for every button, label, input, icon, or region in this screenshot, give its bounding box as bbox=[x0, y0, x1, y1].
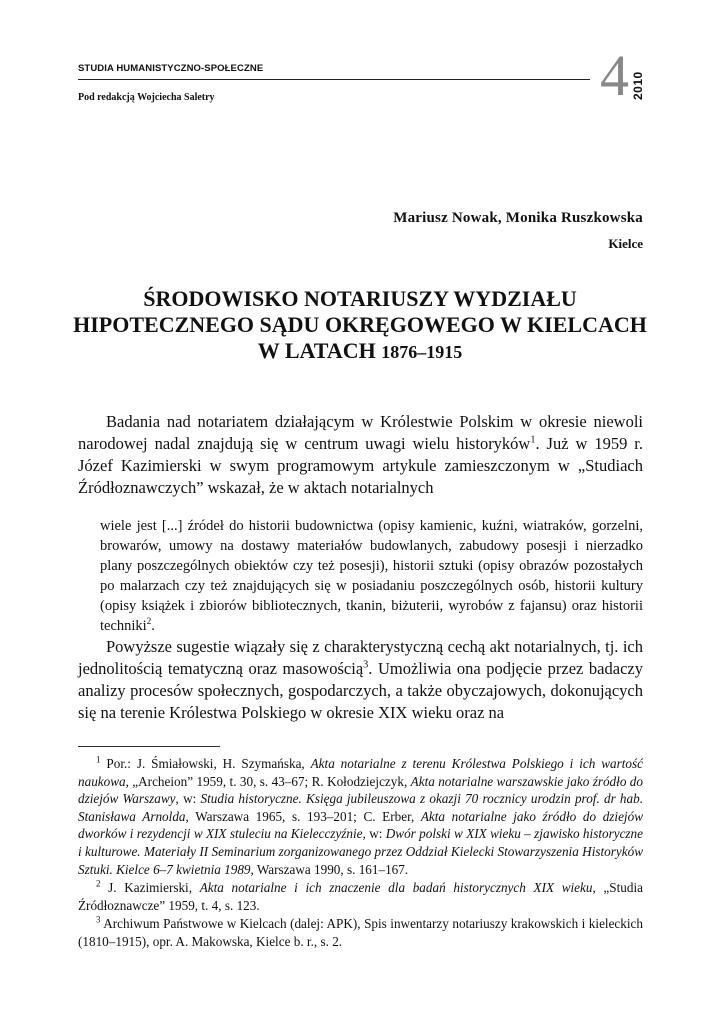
p2-text-b: . Umożliwia ona podjęcie przez badaczy analizy procesów społecznych, gospodarczych, a także obyczajowych, dokonujących się na terenie Królestwa Polskiego w okresie XIX wieku oraz na bbox=[78, 659, 643, 722]
quote-text: wiele jest [...] źródeł do historii budownictwa (opisy kamienic, kuźni, wiatraków, gorzelni, browarów, umowy na dostawy materiałów budowlanych, zabudowy posesji i nierzadko plany poszczególnych obiektów czy też posesji), historii sztuki (opisy obrazów pozostałych po malarzach czy też znajdujących się w posiadaniu poszczególnych osób, historii kultury (opisy książek i zbiorów bibliotecznych, tkanin, biżuterii, wyrobów z fajansu) oraz historii techniki bbox=[100, 518, 643, 634]
fn1-j: Dwór polski w XIX wieku – zjawisko historyczne i kulturowe. Materiały II Seminarium zorganizowanego przez Oddział Kielecki Stowarzyszenia Historyków Sztuki. Kielce 6–7 kwietnia 1989 bbox=[78, 826, 644, 877]
footnote-ref-3[interactable]: 3 bbox=[363, 659, 369, 671]
fn1-h: Akta notarialne jako źródło do dziejów dworków i rezydencji w XIX stuleciu na Kielecczyźnie bbox=[78, 808, 643, 842]
editor-line: Pod redakcją Wojciecha Saletry bbox=[78, 92, 215, 103]
issue-number: 4 bbox=[600, 43, 629, 108]
p1-text-a: Badania nad notariatem działającym w Królestwie Polskim w okresie niewoli narodowej nadal znajdują się w centrum uwagi wielu historyków bbox=[78, 412, 643, 453]
block-quote bbox=[100, 516, 643, 636]
fn2-a: J. Kazimierski, bbox=[108, 880, 200, 896]
title-years: 1876–1915 bbox=[381, 342, 463, 362]
fn2-c: , „Studia Źródłoznawcze” 1959, t. 4, s. 123. bbox=[78, 880, 643, 913]
title-line-1: ŚRODOWISKO NOTARIUSZY WYDZIAŁU bbox=[143, 286, 577, 311]
footnote-rule bbox=[78, 746, 220, 747]
footnote-3-number: 3 bbox=[96, 914, 101, 925]
footnote-2 bbox=[78, 879, 643, 914]
footnote-2-number: 2 bbox=[96, 878, 101, 889]
p2-text-a: Powyższe sugestie wiązały się z charakterystyczną cechą akt notarialnych, tj. ich jednolitością tematyczną oraz masowością bbox=[78, 637, 643, 678]
footnote-ref-2[interactable]: 2 bbox=[146, 616, 152, 627]
fn1-b: Akta notarialne z terenu Królestwa Polskiego i ich wartość naukowa bbox=[78, 756, 643, 789]
footnote-3 bbox=[78, 915, 643, 950]
footnote-ref-1[interactable]: 1 bbox=[530, 434, 536, 446]
fn1-c: , „Archeion” 1959, t. 30, s. 43–67; R. Kołodziejczyk, bbox=[125, 773, 411, 789]
fn1-k: , Warszawa 1990, s. 161–167. bbox=[250, 861, 409, 877]
fn1-e: , w: bbox=[175, 791, 201, 807]
article-title bbox=[70, 286, 650, 365]
footnotes bbox=[78, 755, 643, 951]
fn1-i: , w: bbox=[362, 826, 386, 842]
fn1-d: Akta notarialne warszawskie jako źródło do dziejów Warszawy bbox=[78, 773, 643, 807]
fn2-b: Akta notarialne i ich znaczenie dla badań historycznych XIX wieku bbox=[199, 880, 593, 896]
p1-text-b: . Już w 1959 r. Józef Kazimierski w swym programowym artykule zamieszczonym w „Studiach Źródłoznawczych” wskazał, że w aktach notarialnych bbox=[78, 434, 643, 497]
fn1-g: , Warszawa 1965, s. 193–201; C. Erber, bbox=[185, 808, 421, 824]
title-line-2: HIPOTECZNEGO SĄDU OKRĘGOWEGO W KIELCACH bbox=[73, 312, 647, 337]
paragraph-2 bbox=[78, 636, 643, 724]
fn1-a: Por.: J. Śmiałowski, H. Szymańska, bbox=[106, 756, 311, 771]
affiliation: Kielce bbox=[608, 236, 643, 251]
fn1-f: Studia historyczne. Księga jubileuszowa z okazji 70 rocznicy urodzin prof. dr hab. Stanisława Arnolda bbox=[78, 791, 644, 824]
journal-name: STUDIA HUMANISTYCZNO-SPOŁECZNE bbox=[78, 63, 264, 74]
title-line-3 bbox=[70, 338, 650, 365]
header-rule bbox=[78, 79, 590, 80]
fn3-a: Archiwum Państwowe w Kielcach (dalej: APK), Spis inwentarzy notariuszy krakowskich i kieleckich (1810–1915), opr. A. Makowska, Kielce b. r., s. 2. bbox=[78, 916, 643, 949]
footnote-1-number: 1 bbox=[96, 754, 101, 765]
footnote-1 bbox=[78, 755, 643, 878]
quote-end: . bbox=[151, 618, 155, 634]
issue-year: 2010 bbox=[631, 71, 645, 100]
paragraph-1 bbox=[78, 411, 643, 499]
authors: Mariusz Nowak, Monika Ruszkowska bbox=[393, 210, 643, 226]
title-line-3-words: W LATACH bbox=[257, 338, 376, 363]
